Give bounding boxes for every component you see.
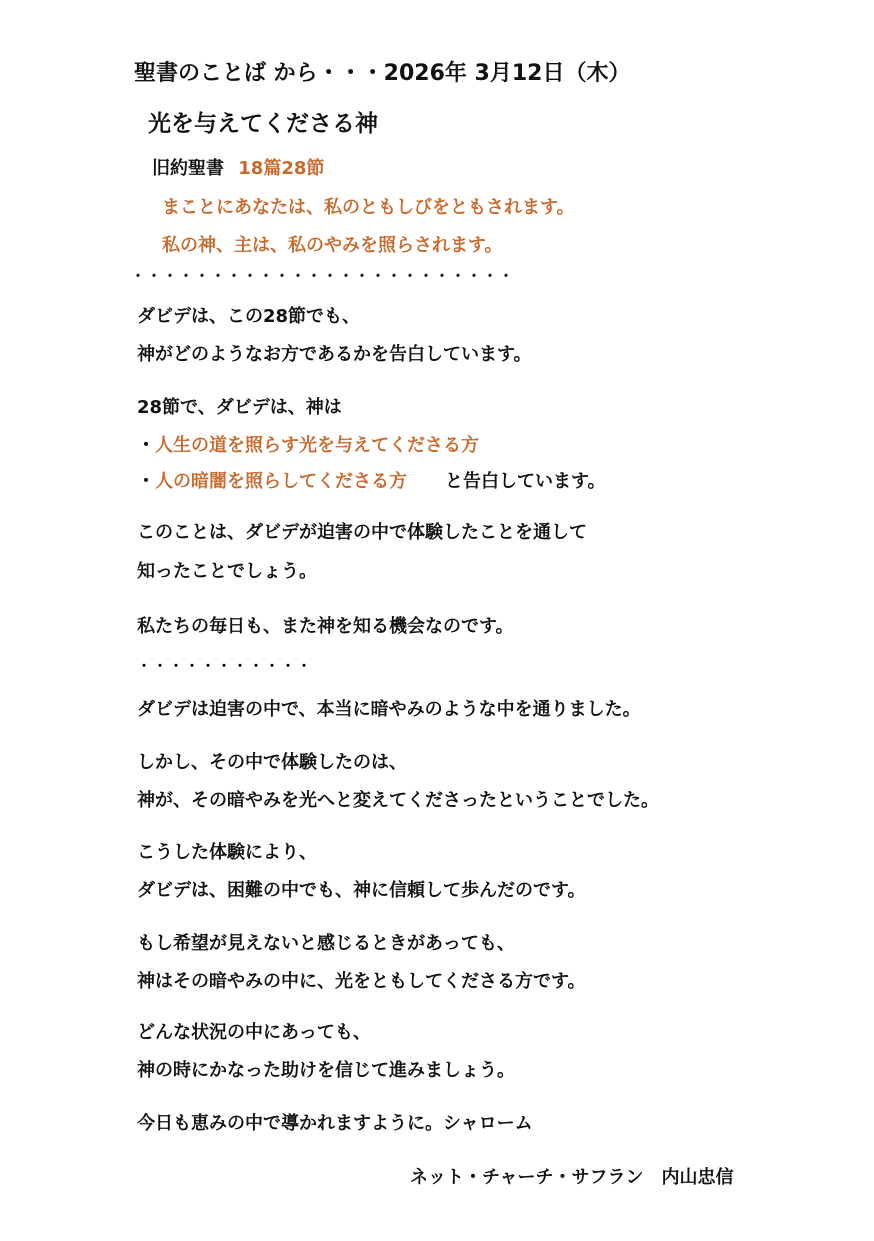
paragraph-10-line-1: 今日も恵みの中で導かれますように。シャローム — [137, 1113, 533, 1134]
page-title: 聖書のことば から・・・2026年 3月12日（木） — [134, 61, 631, 86]
paragraph-3-line-1: このことは、ダビデが迫害の中で体験したことを通して — [137, 522, 587, 543]
paragraph-8-line-2: 神はその暗やみの中に、光をともしてくださる方です。 — [137, 971, 586, 992]
paragraph-9-line-1: どんな状況の中にあっても、 — [137, 1022, 371, 1043]
separator-dots-short: ・・・・・・・・・・・ — [137, 659, 313, 675]
signature: ネット・チャーチ・サフラン 内山忠信 — [410, 1167, 734, 1188]
verse-line-2: 私の神、主は、私のやみを照らされます。 — [162, 235, 503, 256]
bullet-item-2-text: 人の暗闇を照らしてくださる方 — [155, 471, 407, 492]
verse-reference-number: 18篇28節 — [238, 158, 325, 179]
paragraph-7-line-1: こうした体験により、 — [137, 842, 317, 863]
bullet-item-1 — [137, 431, 479, 457]
bullet-item-2 — [137, 467, 606, 493]
separator-dots-long: ・・・・・・・・・・・・・・・・・・・・・・・・ — [131, 269, 515, 285]
verse-reference — [152, 154, 324, 180]
paragraph-6-line-1: しかし、その中で体験したのは、 — [137, 752, 407, 773]
paragraph-4-line-1: 私たちの毎日も、また神を知る機会なのです。 — [137, 616, 514, 637]
bullet-item-1-text: 人生の道を照らす光を与えてくださる方 — [155, 435, 479, 456]
bullet-marker: ・ — [137, 471, 155, 492]
page-subtitle: 光を与えてくださる神 — [148, 111, 378, 137]
paragraph-7-line-2: ダビデは、困難の中でも、神に信頼して歩んだのです。 — [137, 880, 586, 901]
verse-line-1: まことにあなたは、私のともしびをともされます。 — [162, 197, 575, 218]
paragraph-5-line-1: ダビデは迫害の中で、本当に暗やみのような中を通りました。 — [137, 699, 641, 720]
paragraph-1-line-1: ダビデは、この28節でも、 — [137, 306, 361, 327]
bullet-item-2-tail: と告白しています。 — [445, 471, 606, 492]
paragraph-3-line-2: 知ったことでしょう。 — [137, 561, 317, 582]
paragraph-1-line-2: 神がどのようなお方であるかを告白しています。 — [137, 344, 532, 365]
paragraph-2-line-1: 28節で、ダビデは、神は — [137, 397, 342, 418]
bullet-marker: ・ — [137, 435, 155, 456]
paragraph-9-line-2: 神の時にかなった助けを信じて進みましょう。 — [137, 1060, 515, 1081]
paragraph-8-line-1: もし希望が見えないと感じるときがあっても、 — [137, 933, 515, 954]
verse-reference-prefix: 旧約聖書 — [152, 158, 224, 179]
paragraph-6-line-2: 神が、その暗やみを光へと変えてくださったということでした。 — [137, 790, 659, 811]
